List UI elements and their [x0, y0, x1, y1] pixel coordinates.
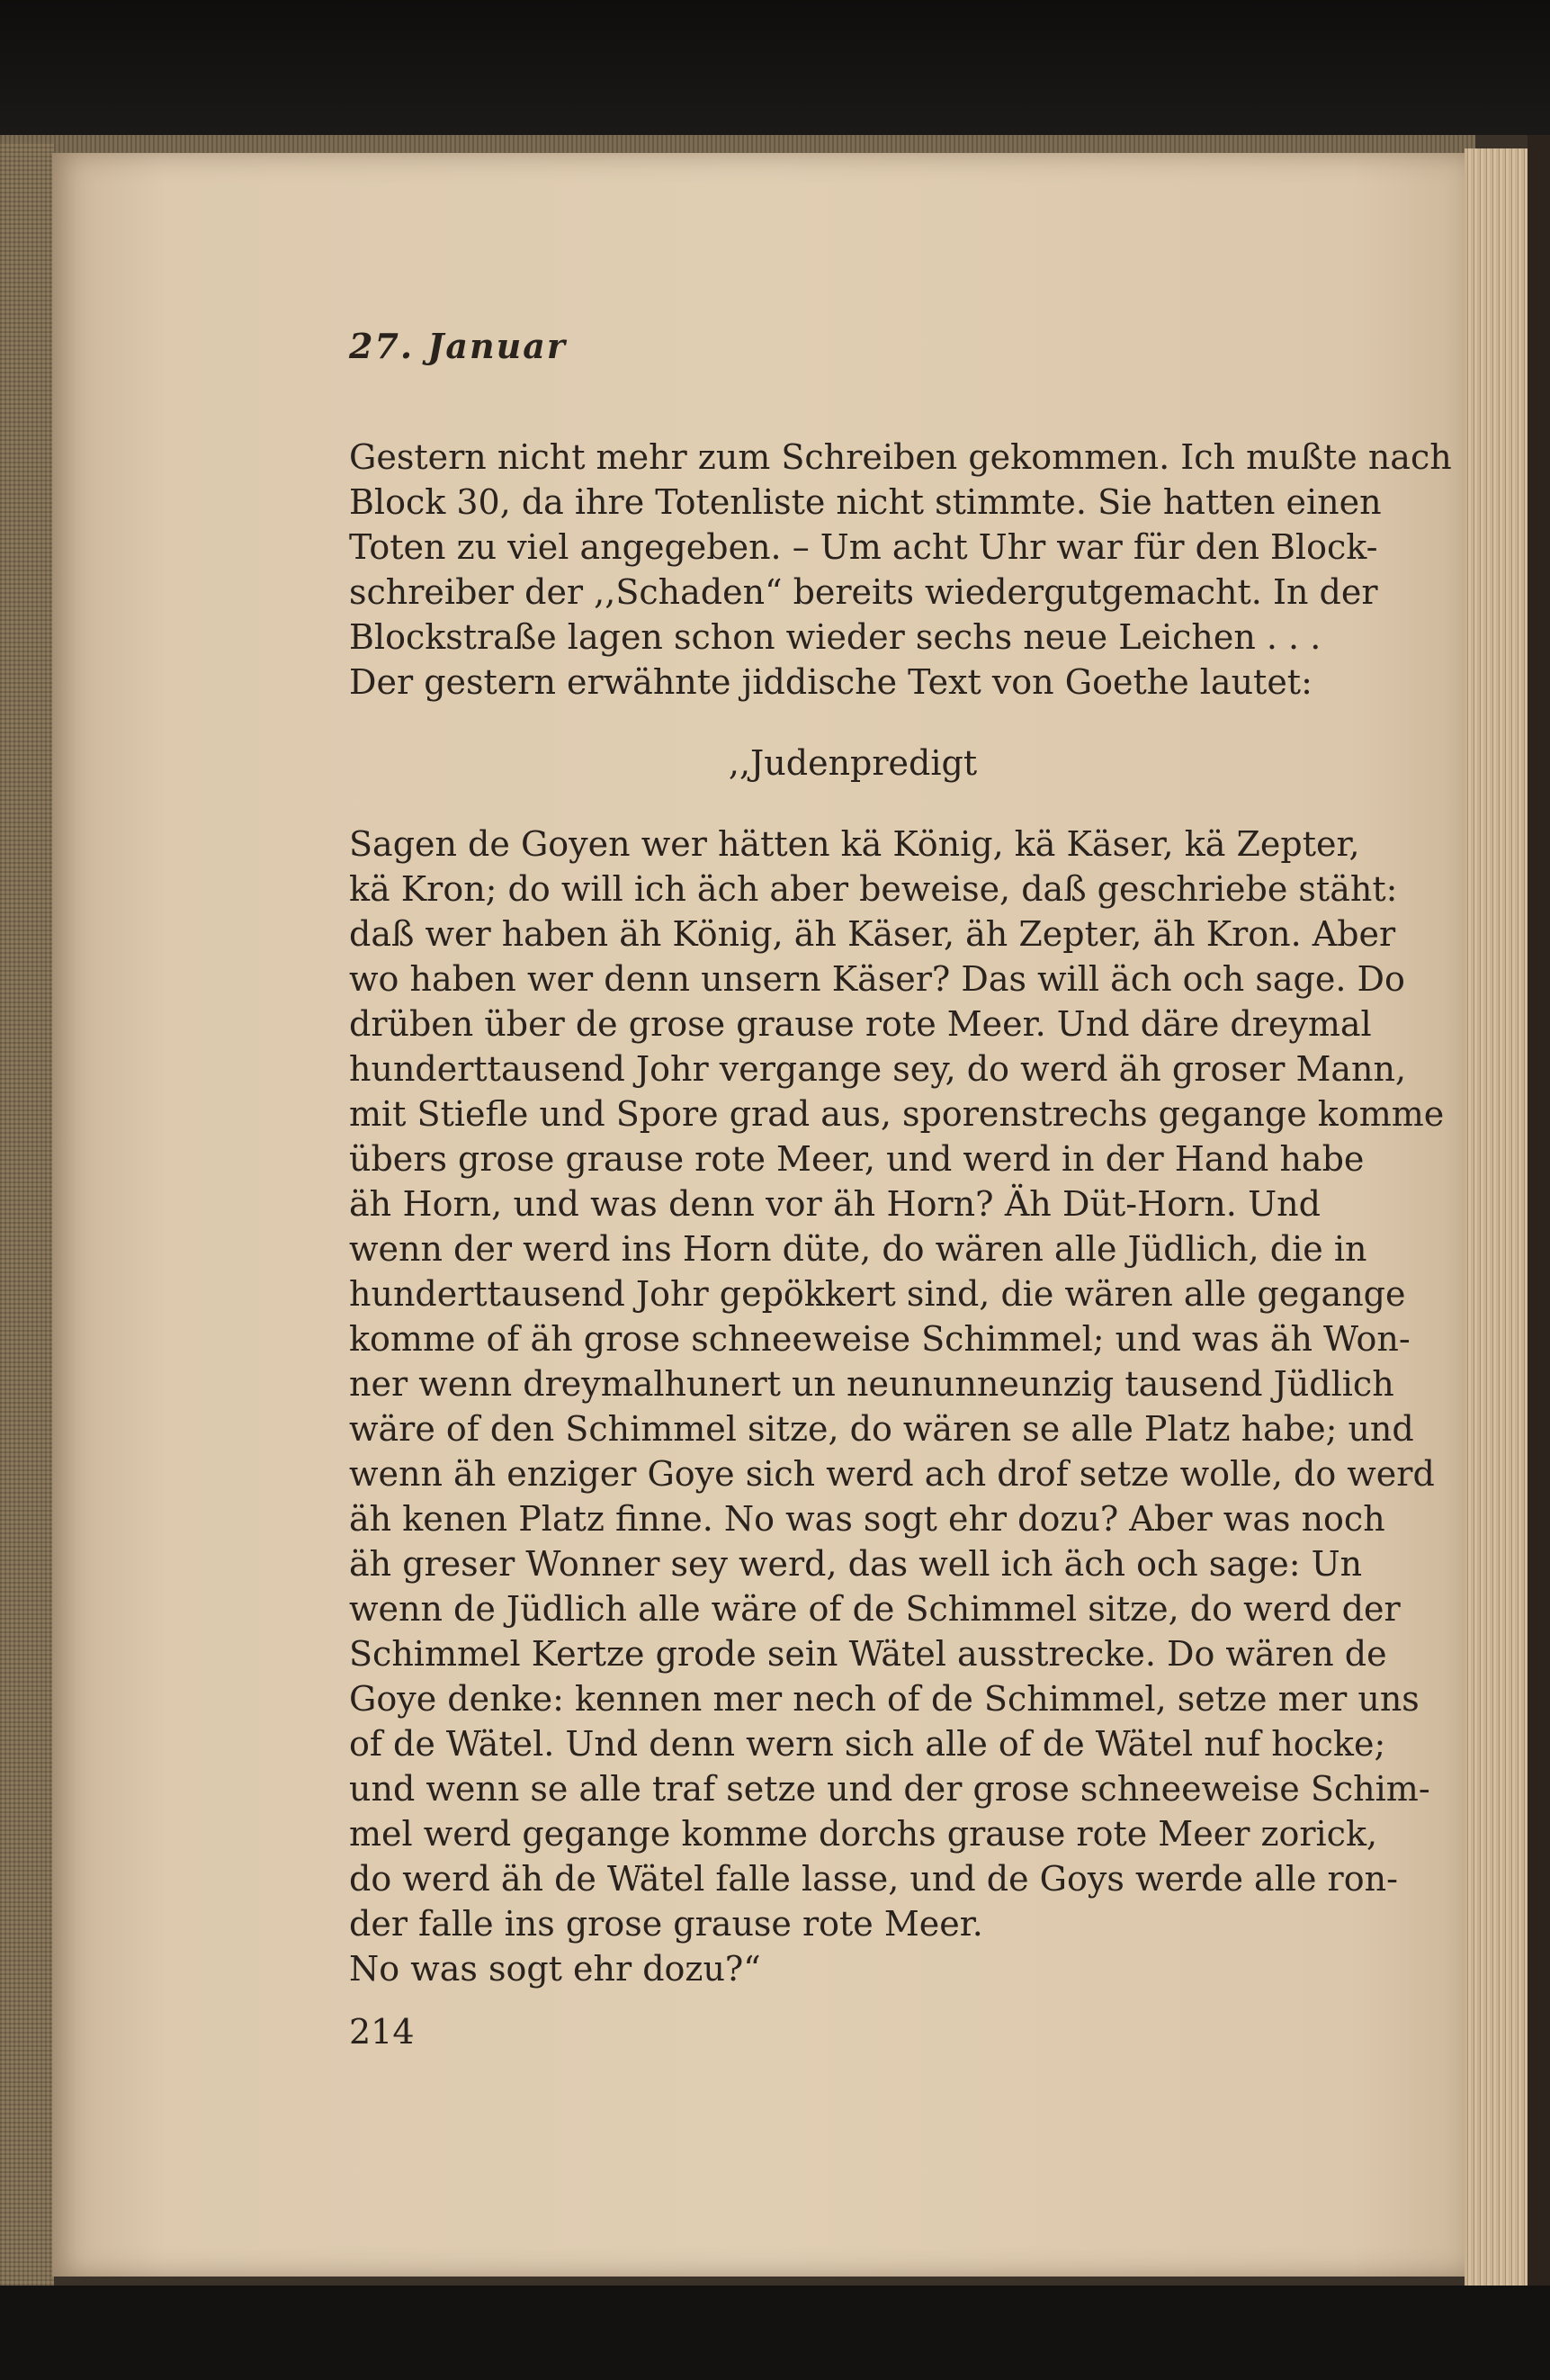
text-line: wo haben wer denn unsern Käser? Das will äch och sage. Do [349, 959, 1405, 999]
book-cloth-spine [0, 144, 54, 2286]
text-line: Goye denke: kennen mer nech of de Schimmel, setze mer uns [349, 1679, 1420, 1719]
text-line: und wenn se alle traf setze und der grose schneeweise Schim- [349, 1769, 1430, 1809]
text-line: kä Kron; do will ich äch aber beweise, daß geschriebe stäht: [349, 869, 1398, 909]
text-line: wäre of den Schimmel sitze, do wären se alle Platz habe; und [349, 1409, 1414, 1449]
text-line: wenn der werd ins Horn düte, do wären alle Jüdlich, die in [349, 1229, 1367, 1269]
text-line: mit Stiefle und Spore grad aus, sporenstrechs gegange komme [349, 1094, 1445, 1134]
text-line: Sagen de Goyen wer hätten kä König, kä Käser, kä Zepter, [349, 824, 1360, 864]
poem-title: ,,Judenpredigt [728, 743, 978, 783]
text-line: do werd äh de Wätel falle lasse, und de Goys werde alle ron- [349, 1859, 1398, 1899]
text-line: Blockstraße lagen schon wieder sechs neue Leichen . . . [349, 617, 1322, 657]
text-line: übers grose grause rote Meer, und werd in der Hand habe [349, 1139, 1365, 1179]
intro-paragraph [349, 435, 1452, 1991]
date-heading: 27. Januar [349, 326, 567, 366]
text-line: ner wenn dreymalhunert un neununneunzig tausend Jüdlich [349, 1364, 1394, 1404]
text-line: äh greser Wonner sey werd, das well ich äch och sage: Un [349, 1544, 1363, 1584]
text-line: of de Wätel. Und denn wern sich alle of de Wätel nuf hocke; [349, 1724, 1386, 1764]
text-line: daß wer haben äh König, äh Käser, äh Zepter, äh Kron. Aber [349, 914, 1396, 954]
text-line: der falle ins grose grause rote Meer. [349, 1904, 983, 1944]
text-line: Block 30, da ihre Totenliste nicht stimmte. Sie hatten einen [349, 482, 1382, 522]
text-line: drüben über de grose grause rote Meer. Und däre dreymal [349, 1004, 1372, 1044]
text-line: Schimmel Kertze grode sein Wätel ausstrecke. Do wären de [349, 1634, 1387, 1674]
text-line: wenn äh enziger Goye sich werd ach drof setze wolle, do werd [349, 1454, 1435, 1494]
text-line: komme of äh grose schneeweise Schimmel; und was äh Won- [349, 1319, 1411, 1359]
text-line: äh kenen Platz finne. No was sogt ehr dozu? Aber was noch [349, 1499, 1385, 1539]
text-line: hunderttausend Johr gepökkert sind, die wären alle gegange [349, 1274, 1406, 1314]
text-line: Gestern nicht mehr zum Schreiben gekommen. Ich mußte nach [349, 437, 1452, 477]
text-line: Toten zu viel angegeben. – Um acht Uhr war für den Block- [349, 527, 1378, 567]
text-line: Der gestern erwähnte jiddische Text von Goethe lautet: [349, 662, 1313, 702]
page-edges [1465, 148, 1528, 2286]
text-line: schreiber der ,,Schaden“ bereits wiedergutgemacht. In der [349, 572, 1378, 612]
page-text [349, 319, 1452, 1991]
text-line: No was sogt ehr dozu?“ [349, 1949, 761, 1989]
text-line: hunderttausend Johr vergange sey, do werd äh groser Mann, [349, 1049, 1407, 1089]
book-right-edge [1528, 135, 1550, 2295]
page-number: 214 [349, 2012, 415, 2052]
background-top [0, 0, 1550, 144]
text-line: äh Horn, und was denn vor äh Horn? Äh Düt-Horn. Und [349, 1184, 1321, 1224]
text-line: mel werd gegange komme dorchs grause rote Meer zorick, [349, 1814, 1378, 1854]
text-line: wenn de Jüdlich alle wäre of de Schimmel sitze, do werd der [349, 1589, 1401, 1629]
background-bottom [0, 2286, 1550, 2380]
